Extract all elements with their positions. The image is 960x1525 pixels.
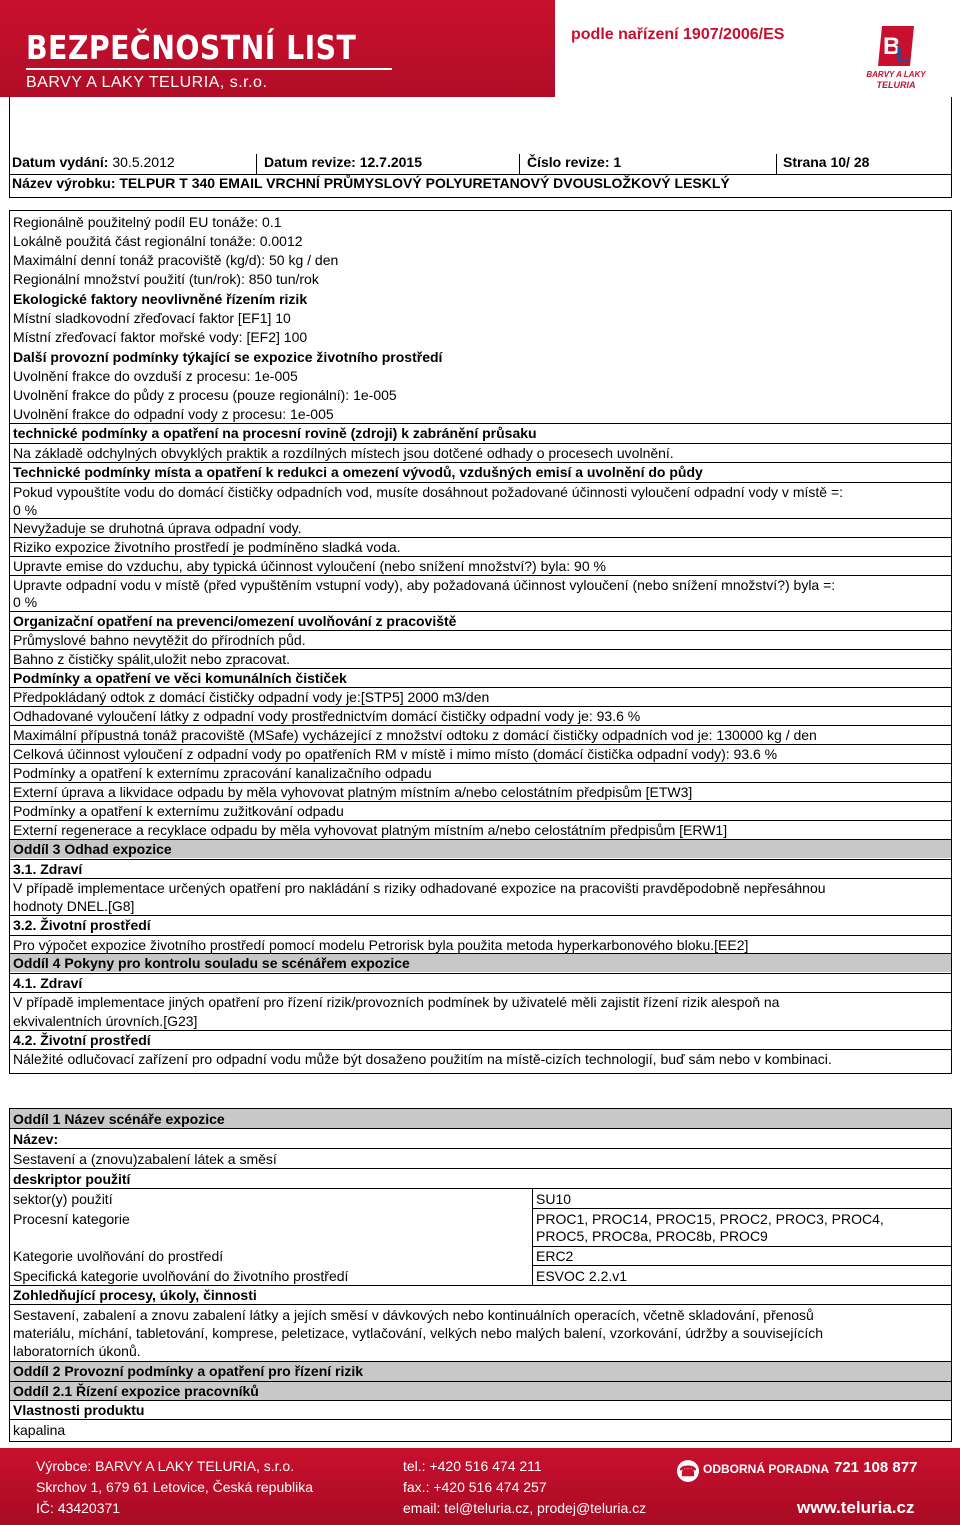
product-name-label: Název výrobku: [12, 175, 116, 191]
divider [10, 973, 951, 974]
content-line: Maximální přípustná tonáž pracoviště (MSafe) vycházející z množství odtoku z domácí čističky odpadních vod je: 130000 kg / den [13, 727, 817, 743]
content-line: Místní sladkovodní zřeďovací faktor [EF1] 10 [13, 310, 291, 326]
exposure-scenario-continuation [9, 210, 952, 1074]
content-line: V případě implementace jiných opatření pro řízení rizik/provozních podmínek by uživatelé měli zajistit řízení rizik alespoň na [13, 994, 780, 1010]
content-line: Pro výpočet expozice životního prostředí pomocí modelu Petrorisk byla použita metoda hyperkarbonového bloku.[EE2] [13, 937, 749, 953]
logo-bl-icon [874, 24, 918, 68]
content-line: Uvolnění frakce do ovzduší z procesu: 1e-005 [13, 368, 298, 384]
descriptor-label: deskriptor použití [13, 1171, 131, 1187]
process-category-value-2: PROC5, PROC8a, PROC8b, PROC9 [536, 1228, 768, 1244]
company-name: BARVY A LAKY TELURIA, s.r.o. [26, 74, 268, 91]
divider [532, 1246, 951, 1247]
content-line: Uvolnění frakce do odpadní vody z procesu: 1e-005 [13, 406, 334, 422]
footer-maker: Výrobce: BARVY A LAKY TELURIA, s.r.o. [36, 1458, 295, 1474]
process-category-label: Procesní kategorie [13, 1211, 130, 1227]
section2-title: Oddíl 2 Provozní podmínky a opatření pro řízení rizik [13, 1363, 364, 1379]
header-banner [0, 0, 960, 97]
page-footer [0, 1448, 960, 1525]
document-info-box [9, 97, 952, 198]
content-line: 0 % [13, 502, 38, 518]
process-category-value-1: PROC1, PROC14, PROC15, PROC2, PROC3, PROC4, [536, 1211, 884, 1227]
content-line: Nevyžaduje se druhotná úprava odpadní vody. [13, 520, 302, 536]
section-heading: technické podmínky a opatření na procesní rovině (zdroji) k zabránění průsaku [13, 425, 537, 441]
divider [10, 1030, 951, 1031]
revision-number [527, 154, 621, 170]
content-line: Upravte emise do vzduchu, aby typická účinnost vyloučení (nebo snížení množství?) byla: 90 % [13, 558, 606, 574]
revision-number-label: Číslo revize: [527, 154, 610, 170]
document-title: BEZPEČNOSTNÍ LIST [26, 28, 357, 67]
issue-date-label: Datum vydání: [12, 154, 109, 170]
content-line: Předpokládaný odtok z domácí čističky odpadní vody je:[STP5] 2000 m3/den [13, 689, 490, 705]
footer-advice-phone: 721 108 877 [834, 1459, 918, 1476]
processes-text-line: materiálu, míchání, tabletování, komprese, peletizace, vytlačování, velkých nebo malých balení, vzorkování, údržby a souvisejících [13, 1325, 824, 1341]
product-name [12, 175, 730, 191]
revision-date [264, 154, 422, 170]
footer-advice-label: ODBORNÁ PORADNA [703, 1462, 829, 1476]
footer-email: email: tel@teluria.cz, prodej@teluria.cz [403, 1500, 647, 1516]
section-heading: Podmínky a opatření ve věci komunálních čističek [13, 670, 347, 686]
product-name-value: TELPUR T 340 EMAIL VRCHNÍ PRŮMYSLOVÝ POLYURETANOVÝ DVOUSLOŽKOVÝ LESKLÝ [119, 175, 730, 191]
content-line: Místní zřeďovací faktor mořské vody: [EF2] 100 [13, 329, 308, 345]
footer-address: Skrchov 1, 679 61 Letovice, Česká republika [36, 1479, 314, 1495]
divider [10, 1188, 951, 1189]
svg-text:B: B [883, 33, 901, 60]
name-value: Sestavení a (znovu)zabalení látek a směsí [13, 1151, 277, 1167]
footer-website: www.teluria.cz [797, 1498, 915, 1517]
content-line: Uvolnění frakce do půdy z procesu (pouze regionální): 1e-005 [13, 387, 397, 403]
revision-date-label: Datum revize: [264, 154, 356, 170]
divider [10, 1419, 951, 1420]
logo-text-line1: BARVY A LAKY [866, 70, 926, 79]
divider [10, 915, 951, 916]
content-line: Regionální množství použití (tun/rok): 850 tun/rok [13, 271, 319, 287]
product-props-value: kapalina [13, 1422, 66, 1438]
content-line: Externí regenerace a recyklace odpadu by měla vyhovovat platným místním a/nebo celostátním předpisům [ERW1] [13, 822, 728, 838]
release-category-label: Kategorie uvolňování do prostředí [13, 1248, 224, 1264]
content-line: V případě implementace určených opatření pro nakládání s riziky odhadované expozice na pracovišti pravděpodobně nepřesáhnou [13, 880, 826, 896]
processes-text-line: laboratorních úkonů. [13, 1343, 141, 1359]
section-heading: Organizační opatření na prevenci/omezení uvolňování z pracoviště [13, 613, 457, 629]
content-line: Odhadované vyloučení látky z odpadní vody prostřednictvím domácí čističky odpadní vody je: 93.6 % [13, 708, 641, 724]
content-line: Maximální denní tonáž pracoviště (kg/d): 50 kg / den [13, 252, 339, 268]
divider [10, 859, 951, 860]
release-category-value: ERC2 [536, 1248, 574, 1264]
content-line: Na základě odchylných obvyklých praktik a rozdílných místech jsou dotčené odhady o procesech uvolnění. [13, 445, 674, 461]
content-line: Externí úprava a likvidace odpadu by měla vyhovovat platným místním a/nebo celostátním předpisům [ETW3] [13, 784, 693, 800]
sector-label: sektor(y) použití [13, 1191, 113, 1207]
section21-title: Oddíl 2.1 Řízení expozice pracovníků [13, 1383, 259, 1399]
info-row-dates [10, 154, 951, 174]
divider [10, 1168, 951, 1169]
content-line: Bahno z čističky spálit,uložit nebo zpracovat. [13, 651, 291, 667]
section-heading: 4.2. Životní prostředí [13, 1032, 151, 1048]
product-props-label: Vlastnosti produktu [13, 1402, 145, 1418]
column-divider [532, 1188, 533, 1285]
section-heading: 4.1. Zdraví [13, 975, 83, 991]
issue-date [12, 154, 175, 170]
divider [532, 1265, 951, 1266]
content-line: Riziko expozice životního prostředí je podmíněno sladká voda. [13, 539, 401, 555]
footer-ico: IČ: 43420371 [36, 1500, 121, 1516]
footer-tel: tel.: +420 516 474 211 [403, 1458, 542, 1474]
exposure-scenario-box [9, 1108, 952, 1442]
svg-text:L: L [896, 42, 910, 67]
section-heading: 3.2. Životní prostředí [13, 917, 151, 933]
section-heading: Ekologické faktory neovlivněné řízením rizik [13, 291, 308, 307]
company-logo [858, 24, 934, 94]
regulation-label: podle nařízení 1907/2006/ES [571, 26, 785, 43]
content-line: Podmínky a opatření k externímu zpracování kanalizačního odpadu [13, 765, 432, 781]
footer-fax: fax.: +420 516 474 257 [403, 1479, 547, 1495]
section-heading: Oddíl 3 Odhad expozice [13, 841, 172, 857]
specific-release-label: Specifická kategorie uvolňování do životního prostředí [13, 1268, 349, 1284]
content-line: Podmínky a opatření k externímu zužitkování odpadu [13, 803, 344, 819]
content-line: ekvivalentních úrovních.[G23] [13, 1013, 198, 1029]
section-heading: Další provozní podmínky týkající se expozice životního prostředí [13, 349, 443, 365]
page-number: Strana 10/ 28 [783, 154, 870, 170]
section-heading: Oddíl 4 Pokyny pro kontrolu souladu se scénářem expozice [13, 955, 410, 971]
processes-text-line: Sestavení, zabalení a znovu zabalení látky a jejích směsí v dávkových nebo kontinuálních operacích, včetně skladování, přenosů [13, 1307, 814, 1323]
section-heading: 3.1. Zdraví [13, 861, 83, 877]
logo-text-line2: TELURIA [876, 80, 916, 90]
sector-value: SU10 [536, 1191, 572, 1207]
content-line: hodnoty DNEL.[G8] [13, 898, 135, 914]
section-heading: Technické podmínky místa a opatření k redukci a omezení vývodů, vzdušných emisí a uvolnění do půdy [13, 464, 703, 480]
phone-icon: ☎ [677, 1460, 699, 1482]
content-line: Celková účinnost vyloučení z odpadní vody po opatřeních RM v místě i mimo místo (domácí čistička odpadní vody): 93.6 % [13, 746, 778, 762]
divider [10, 1400, 951, 1401]
revision-number-value: 1 [613, 154, 622, 170]
content-line: Regionálně použitelný podíl EU tonáže: 0.1 [13, 214, 282, 230]
scenario-title: Oddíl 1 Název scénáře expozice [13, 1111, 225, 1127]
revision-date-value: 12.7.2015 [359, 154, 422, 170]
content-line: Náležité odlučovací zařízení pro odpadní vodu může být dosaženo použitím na místě-cizích technologií, buď sám nebo v kombinaci. [13, 1051, 832, 1067]
title-underline [26, 68, 392, 70]
divider [532, 1208, 951, 1209]
divider [10, 1148, 951, 1149]
divider [10, 1304, 951, 1305]
content-line: Lokálně použitá část regionální tonáže: 0.0012 [13, 233, 303, 249]
issue-date-value: 30.5.2012 [112, 154, 175, 170]
content-line: Průmyslové bahno nevytěžit do přírodních půd. [13, 632, 306, 648]
name-label: Název: [13, 1131, 59, 1147]
content-line: Pokud vypouštíte vodu do domácí čističky odpadních vod, musíte dosáhnout požadované účinnosti vyloučení odpadní vody v místě =: [13, 484, 844, 500]
processes-label: Zohledňující procesy, úkoly, činnosti [13, 1287, 257, 1303]
specific-release-value: ESVOC 2.2.v1 [536, 1268, 628, 1284]
content-line: Upravte odpadní vodu v místě (před vypuštěním vstupní vody), aby požadovaná účinnost vyloučení (nebo snížení množství?) byla =: [13, 577, 836, 593]
divider [10, 1128, 951, 1129]
content-line: 0 % [13, 594, 38, 610]
